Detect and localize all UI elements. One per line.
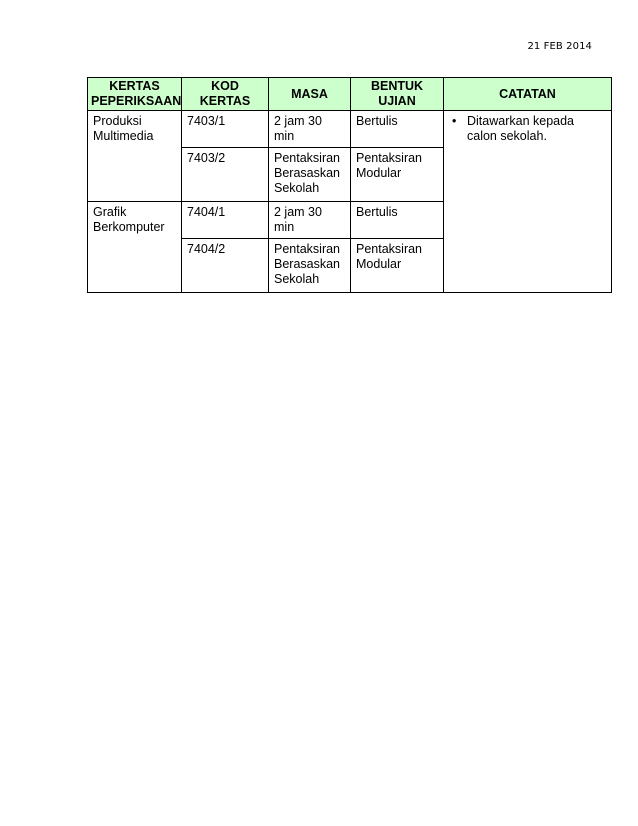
bullet-icon: • — [452, 114, 457, 128]
paper-form: Bertulis — [351, 111, 444, 148]
paper-time: 2 jam 30 min — [269, 111, 351, 148]
paper-time: Pentaksiran Berasaskan Sekolah — [269, 239, 351, 293]
page-date: 21 FEB 2014 — [527, 41, 592, 52]
column-header-time: MASA — [269, 78, 351, 111]
note-text: Ditawarkan kepada calon sekolah. — [467, 114, 575, 143]
column-header-notes: CATATAN — [444, 78, 612, 111]
note-item — [449, 114, 606, 144]
column-header-code: KOD KERTAS — [182, 78, 269, 111]
table-header-row — [88, 78, 612, 111]
paper-form: Bertulis — [351, 202, 444, 239]
exam-paper-table — [87, 77, 612, 293]
paper-time: 2 jam 30 min — [269, 202, 351, 239]
paper-code: 7404/1 — [182, 202, 269, 239]
subject-name: Grafik Berkomputer — [88, 202, 182, 293]
subject-name: Produksi Multimedia — [88, 111, 182, 202]
paper-code: 7403/2 — [182, 148, 269, 202]
paper-code: 7403/1 — [182, 111, 269, 148]
notes-list — [449, 114, 606, 144]
paper-time: Pentaksiran Berasaskan Sekolah — [269, 148, 351, 202]
column-header-paper: KERTAS PEPERIKSAAN — [88, 78, 182, 111]
column-header-form: BENTUK UJIAN — [351, 78, 444, 111]
table-row — [88, 111, 612, 148]
notes-cell — [444, 111, 612, 293]
paper-form: Pentaksiran Modular — [351, 148, 444, 202]
paper-form: Pentaksiran Modular — [351, 239, 444, 293]
paper-code: 7404/2 — [182, 239, 269, 293]
